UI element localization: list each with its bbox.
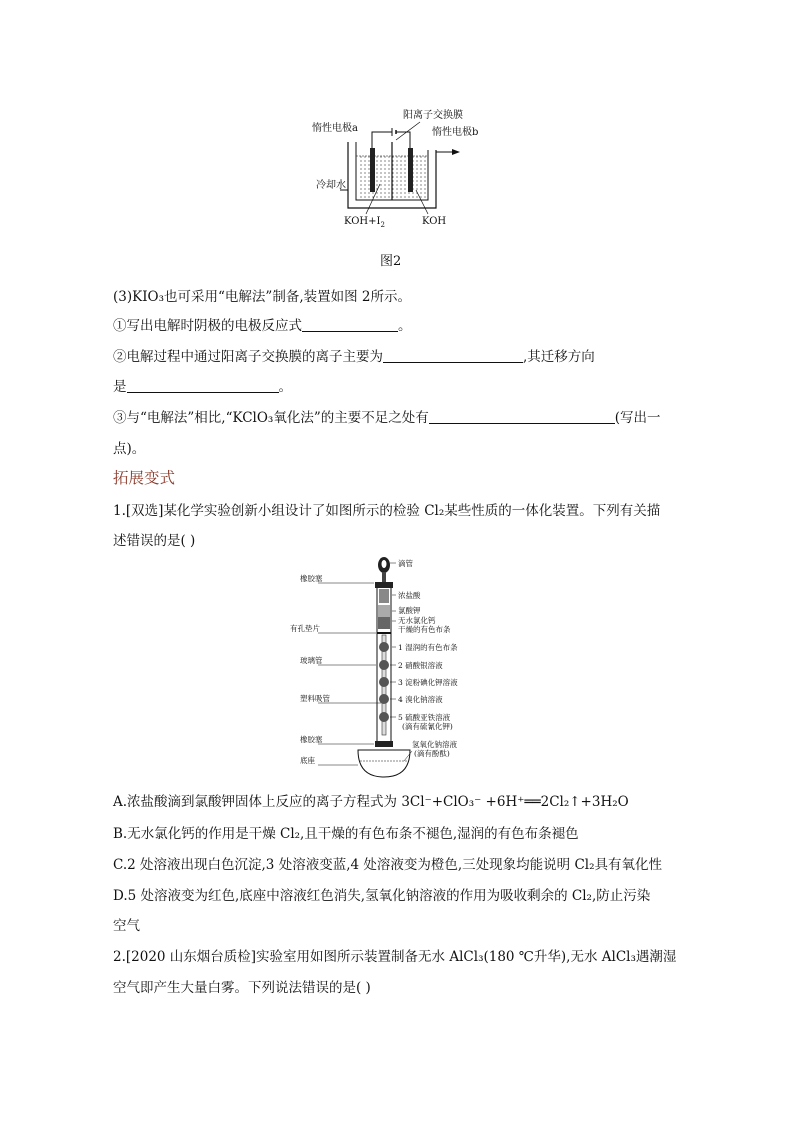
electrolysis-cell-diagram xyxy=(300,104,500,234)
problem1-option-d-cont: 空气 xyxy=(113,918,140,934)
label-cacl2: 无水氯化钙 xyxy=(398,616,436,625)
kclo3-layer xyxy=(378,605,390,617)
figure-caption: 图2 xyxy=(380,254,402,269)
label-membrane: 阳离子交换膜 xyxy=(403,110,463,121)
q3-item2-cont: 是 。 xyxy=(113,379,292,395)
problem1-stem: 1.[双选]某化学实验创新小组设计了如图所示的检验 Cl₂某些性质的一体化装置。下列有关描 xyxy=(113,503,661,519)
label-kclo3: 氯酸钾 xyxy=(398,606,421,615)
label-wet-cloth: 1 湿润的有色布条 xyxy=(398,643,458,652)
q3-item3-cont: 点)。 xyxy=(113,441,146,457)
label-rubber-stopper: 橡胶塞 xyxy=(300,574,323,583)
problem1-option-a: A.浓盐酸滴到氯酸钾固体上反应的离子方程式为 3Cl⁻+ClO₃⁻ +6H⁺══2Cl₂↑+3H₂O xyxy=(113,794,629,810)
label-naoh-note: (滴有酚酞) xyxy=(414,749,450,758)
q3-item1: ①写出电解时阴极的电极反应式 。 xyxy=(113,318,412,334)
label-starch-ki: 3 淀粉碘化钾溶液 xyxy=(398,678,458,687)
problem2-stem: 2.[2020 山东烟台质检]实验室用如图所示装置制备无水 AlCl₃(180 ℃升华),无水 AlCl₃遇潮湿 xyxy=(113,949,677,965)
cacl2-layer xyxy=(378,617,390,629)
label-agno3: 2 硝酸银溶液 xyxy=(398,661,443,670)
label-base: 底座 xyxy=(300,756,315,765)
problem1-stem-cont: 述错误的是( ) xyxy=(113,533,196,549)
outlet-arrow-icon xyxy=(452,149,460,155)
problem2-stem-cont: 空气即产生大量白雾。下列说法错误的是( ) xyxy=(113,980,371,996)
q3-item3: ③与“电解法”相比,“KClO₃氧化法”的主要不足之处有 (写出一 xyxy=(113,410,661,426)
label-plastic-straw: 塑料吸管 xyxy=(300,694,330,703)
answer-blank[interactable] xyxy=(127,379,279,394)
rubber-stopper-bottom xyxy=(375,741,393,747)
section-heading: 拓展变式 xyxy=(113,469,176,487)
problem1-option-d: D.5 处溶液变为红色,底座中溶液红色消失,氢氧化钠溶液的作用为吸收剩余的 Cl₂,防止污染 xyxy=(113,888,651,904)
wire xyxy=(372,132,392,150)
answer-blank[interactable] xyxy=(429,410,615,425)
label-rubber-stopper-2: 橡胶塞 xyxy=(300,735,323,744)
base-flask xyxy=(358,750,410,777)
q3-intro: (3)KIO₃也可采用“电解法”制备,装置如图 2所示。 xyxy=(113,289,411,305)
chlorine-apparatus-diagram xyxy=(290,555,468,780)
label-perforated-pad: 有孔垫片 xyxy=(290,624,320,633)
label-naoh: 氢氧化钠溶液 xyxy=(412,740,457,749)
label-electrode-a: 惰性电极a xyxy=(312,123,358,134)
label-electrode-b: 惰性电极b xyxy=(432,127,479,138)
q3-item2: ②电解过程中通过阳离子交换膜的离子主要为 ,其迁移方向 xyxy=(113,349,595,365)
label-dry-cloth: 干燥的有色布条 xyxy=(398,625,451,634)
label-left-solution: $KOH+I_2$ xyxy=(344,216,385,229)
label-right-solution: KOH xyxy=(422,216,447,227)
problem1-option-b: B.无水氯化钙的作用是干燥 Cl₂,且干燥的有色布条不褪色,湿润的有色布条褪色 xyxy=(113,826,579,842)
electrode-a xyxy=(370,148,375,192)
label-nabr: 4 溴化钠溶液 xyxy=(398,695,443,704)
leader-line xyxy=(396,122,420,140)
problem1-option-c: C.2 处溶液出现白色沉淀,3 处溶液变蓝,4 处溶液变为橙色,三处现象均能说明 Cl₂具有氧化性 xyxy=(113,857,663,873)
answer-blank[interactable] xyxy=(302,318,398,333)
label-glass-tube: 玻璃管 xyxy=(300,656,323,665)
label-dropper: 滴管 xyxy=(398,559,413,568)
rubber-stopper-top xyxy=(375,582,393,588)
label-feso4: 5 硫酸亚铁溶液 xyxy=(398,713,451,722)
label-conc-hcl: 浓盐酸 xyxy=(398,591,421,600)
answer-blank[interactable] xyxy=(383,349,523,364)
label-feso4-note: (滴有硫氰化钾) xyxy=(402,722,453,731)
electrode-b xyxy=(408,148,413,192)
label-cooling-water: 冷却水 xyxy=(316,180,346,191)
